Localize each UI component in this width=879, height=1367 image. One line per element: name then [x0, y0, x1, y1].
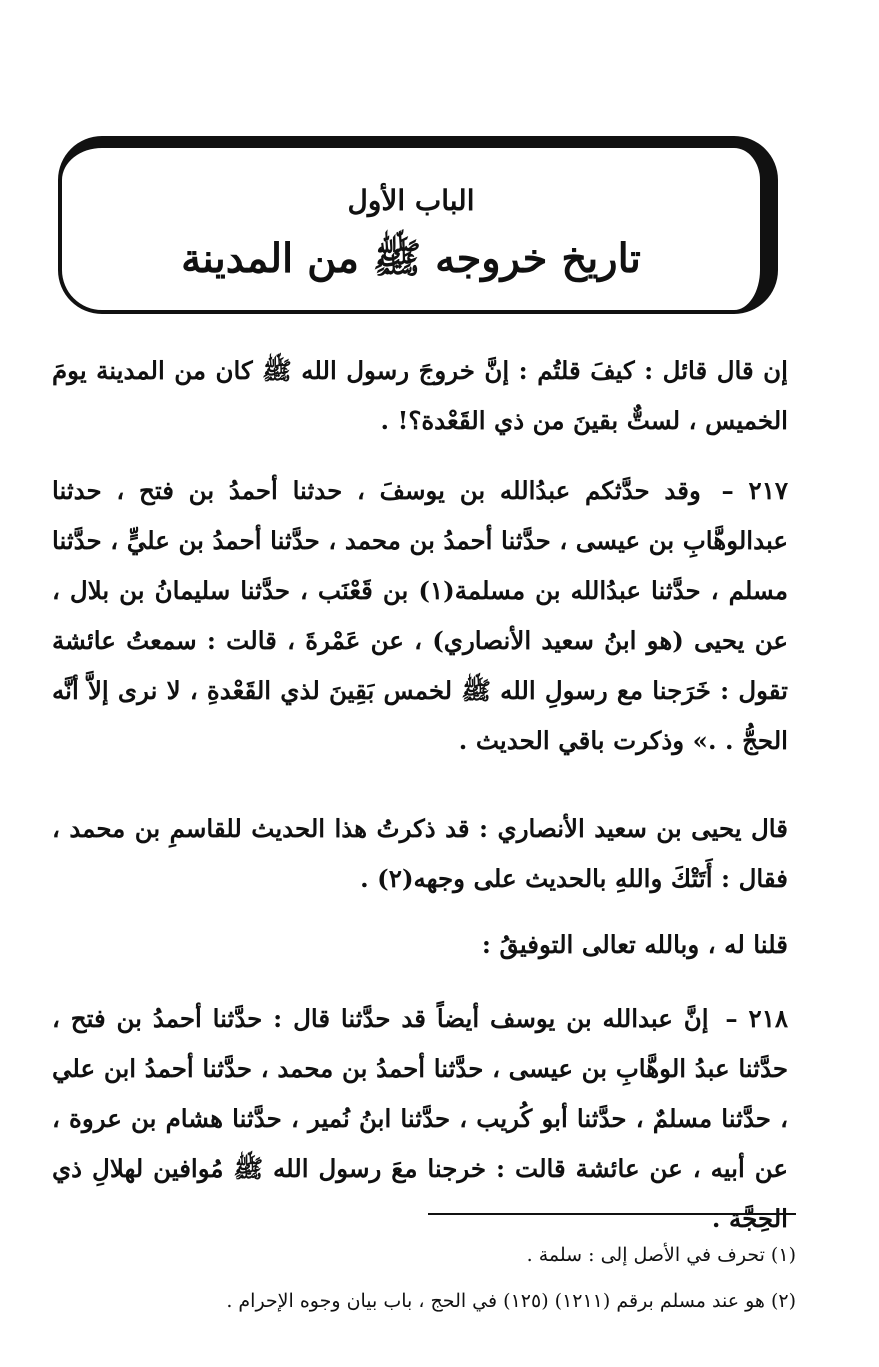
chapter-header-box — [58, 136, 778, 314]
paragraph-text: إن قال قائل : كيفَ قلتُم : إنَّ خروجَ رسول الله ﷺ كان من المدينة يومَ الخميس ، لستٌّ بقينَ من ذي القَعْدة؟! . — [52, 356, 788, 435]
paragraph-text: قال يحيى بن سعيد الأنصاري : قد ذكرتُ هذا الحديث للقاسمِ بن محمد ، فقال : أَتَتْكَ واللهِ بالحديث على وجهه(٢) . — [52, 814, 788, 893]
paragraph-text: إنَّ عبدالله بن يوسف أيضاً قد حدَّثنا قال : حدَّثنا أحمدُ بن فتح ، حدَّثنا عبدُ الوهَّابِ بن عيسى ، حدَّثنا أحمدُ بن محمد ، حدَّثنا أحمدُ ابن علي ، حدَّثنا مسلمٌ ، حدَّثنا أبو كُريب ، حدَّثنا ابنُ نُمير ، حدَّثنا هشام بن عروة ، عن أبيه ، عن عائشة قالت : خرجنا معَ رسول الله ﷺ مُوافين لهلالِ ذي الحِجَّة . — [52, 1004, 788, 1233]
paragraph-reply — [52, 920, 788, 970]
paragraph-text: وقد حدَّثكم عبدُالله بن يوسفَ ، حدثنا أحمدُ بن فتح ، حدثنا عبدالوهَّابِ بن عيسى ، حدَّثنا أحمدُ بن محمد ، حدَّثنا أحمدُ بن عليٍّ ، حدَّثنا مسلم ، حدَّثنا عبدُالله بن مسلمة(١) بن قَعْنَب ، حدَّثنا سليمانُ بن بلال ، عن يحيى (هو ابنُ سعيد الأنصاري) ، عن عَمْرةَ ، قالت : سمعتُ عائشة تقول : خَرَجنا مع رسولِ الله ﷺ لخمس بَقِينَ لذي القَعْدةِ ، لا نرى إلاَّ أنَّه الحجُّ . .» وذكرت باقي الحديث . — [52, 476, 788, 755]
footnote-1: (١) تحرف في الأصل إلى : سلمة . — [526, 1244, 796, 1266]
footnotes — [120, 1232, 796, 1324]
chapter-label: الباب الأول — [347, 184, 475, 217]
paragraph-yahya — [52, 804, 788, 904]
paragraph-question — [52, 346, 788, 446]
hadith-number: ٢١٧ – — [721, 476, 789, 505]
paragraph-hadith-218 — [52, 994, 788, 1244]
footnote-2: (٢) هو عند مسلم برقم (١٢١١) (١٢٥) في الحج ، باب بيان وجوه الإحرام . — [226, 1290, 796, 1312]
paragraph-hadith-217 — [52, 466, 788, 766]
chapter-title: تاريخ خروجه ﷺ من المدينة — [181, 235, 641, 282]
paragraph-text: قلنا له ، وبالله تعالى التوفيقُ : — [481, 930, 788, 959]
hadith-number: ٢١٨ – — [725, 1004, 789, 1033]
footnote-divider — [428, 1213, 796, 1215]
